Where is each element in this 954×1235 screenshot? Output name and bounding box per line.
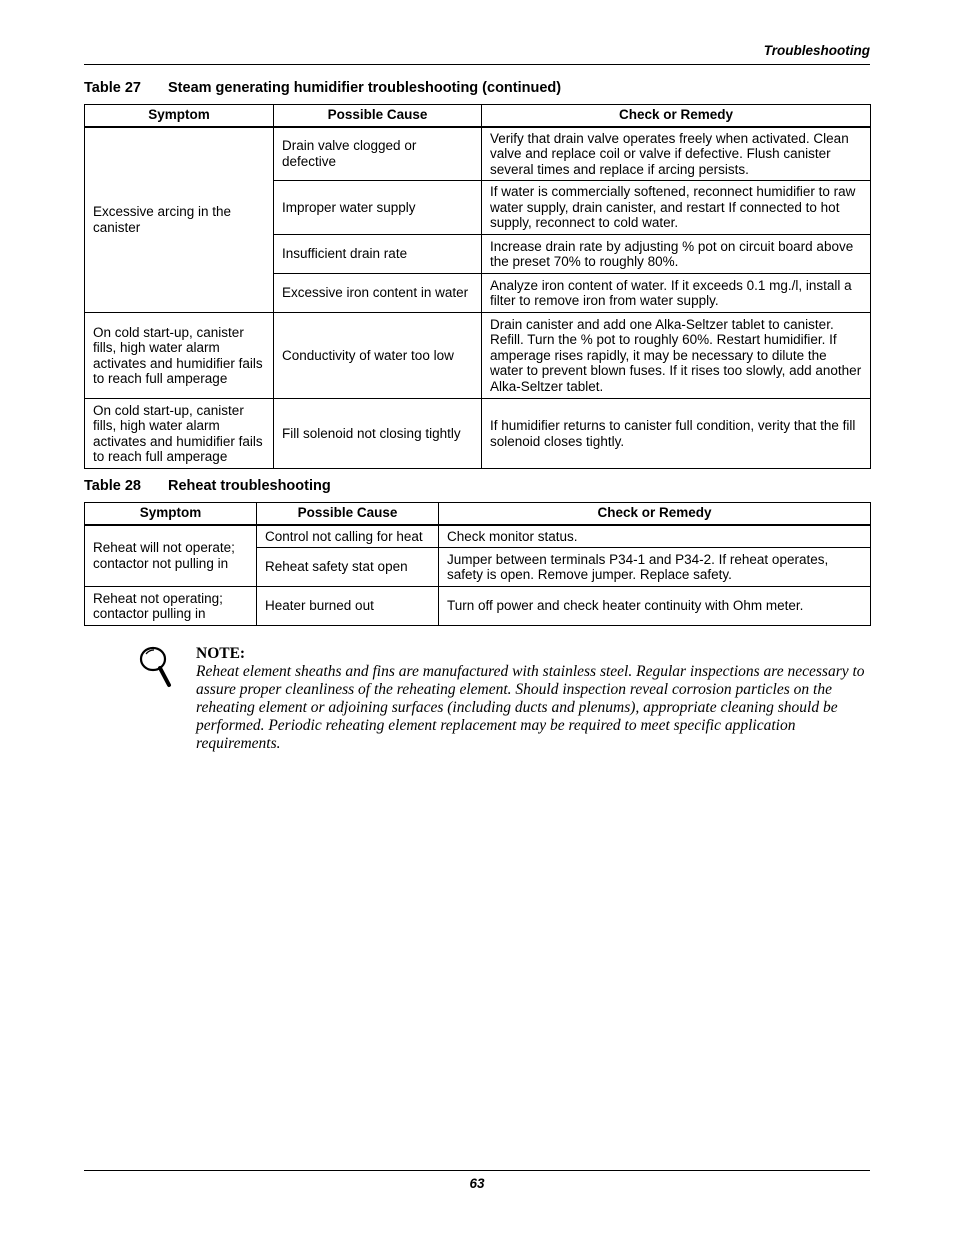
table-27-title: Steam generating humidifier troubleshooting (continued)	[168, 80, 562, 96]
table-row	[85, 313, 871, 399]
table-row	[85, 127, 871, 181]
running-header: Troubleshooting	[763, 43, 870, 58]
remedy-cell: If humidifier returns to canister full condition, verity that the fill solenoid closes tightly.	[482, 399, 871, 469]
column-header-symptom: Symptom	[85, 105, 274, 127]
table-28-caption	[84, 478, 331, 494]
note-body: Reheat element sheaths and fins are manufactured with stainless steel. Regular inspections are necessary to assure proper cleanliness of the reheating element. Should inspection reveal corrosion particles on the reheating element or adjoining surfaces (including ducts and plenums), appropriate cleaning should be performed. Periodic reheating element replacement may be required to meet specific application requirements.	[196, 663, 865, 752]
cause-cell: Improper water supply	[274, 181, 482, 235]
column-header-symptom: Symptom	[85, 503, 257, 525]
table-27	[84, 104, 871, 469]
remedy-cell: Turn off power and check heater continuity with Ohm meter.	[439, 587, 871, 626]
cause-cell: Fill solenoid not closing tightly	[274, 399, 482, 469]
column-header-possible-cause: Possible Cause	[274, 105, 482, 127]
table-28	[84, 502, 871, 626]
symptom-cell: On cold start-up, canister fills, high water alarm activates and humidifier fails to reach full amperage	[85, 399, 274, 469]
table-row	[85, 399, 871, 469]
table-row	[85, 587, 871, 626]
cause-cell: Excessive iron content in water	[274, 274, 482, 313]
table-header-row	[85, 105, 871, 127]
table-header-row	[85, 503, 871, 525]
cause-cell: Insufficient drain rate	[274, 235, 482, 274]
cause-cell: Control not calling for heat	[257, 525, 439, 548]
remedy-cell: If water is commercially softened, reconnect humidifier to raw water supply, drain canister, and restart If connected to hot supply, reconnect to cold water.	[482, 181, 871, 235]
table-27-number: Table 27	[84, 80, 141, 96]
cause-cell: Conductivity of water too low	[274, 313, 482, 399]
symptom-cell: Excessive arcing in the canister	[85, 127, 274, 313]
column-header-possible-cause: Possible Cause	[257, 503, 439, 525]
note-block	[196, 644, 866, 753]
table-28-title: Reheat troubleshooting	[168, 478, 331, 494]
column-header-check-or-remedy: Check or Remedy	[482, 105, 871, 127]
symptom-cell: Reheat not operating; contactor pulling in	[85, 587, 257, 626]
remedy-cell: Increase drain rate by adjusting % pot on circuit board above the preset 70% to roughly 80%.	[482, 235, 871, 274]
remedy-cell: Check monitor status.	[439, 525, 871, 548]
header-divider	[84, 64, 870, 65]
remedy-cell: Analyze iron content of water. If it exceeds 0.1 mg./l, install a filter to remove iron from water supply.	[482, 274, 871, 313]
table-27-caption	[84, 80, 561, 96]
cause-cell: Reheat safety stat open	[257, 548, 439, 587]
table-row	[85, 525, 871, 548]
remedy-cell: Drain canister and add one Alka-Seltzer tablet to canister. Refill. Turn the % pot to roughly 60%. Restart humidifier. If amperage rises rapidly, it may be necessary to dilute the water to prevent blown fuses. If it rises too slowly, add another Alka-Seltzer tablet.	[482, 313, 871, 399]
symptom-cell: On cold start-up, canister fills, high water alarm activates and humidifier fails to reach full amperage	[85, 313, 274, 399]
table-28-number: Table 28	[84, 478, 141, 494]
magnifier-icon	[136, 645, 176, 691]
remedy-cell: Verify that drain valve operates freely when activated. Clean valve and replace coil or valve if defective. Flush canister several times and replace if arcing persists.	[482, 127, 871, 181]
cause-cell: Heater burned out	[257, 587, 439, 626]
footer-divider	[84, 1170, 870, 1171]
symptom-cell: Reheat will not operate; contactor not pulling in	[85, 525, 257, 587]
note-title: NOTE:	[196, 645, 246, 662]
column-header-check-or-remedy: Check or Remedy	[439, 503, 871, 525]
remedy-cell: Jumper between terminals P34-1 and P34-2. If reheat operates, safety is open. Remove jumper. Replace safety.	[439, 548, 871, 587]
page-number: 63	[469, 1176, 485, 1191]
cause-cell: Drain valve clogged or defective	[274, 127, 482, 181]
